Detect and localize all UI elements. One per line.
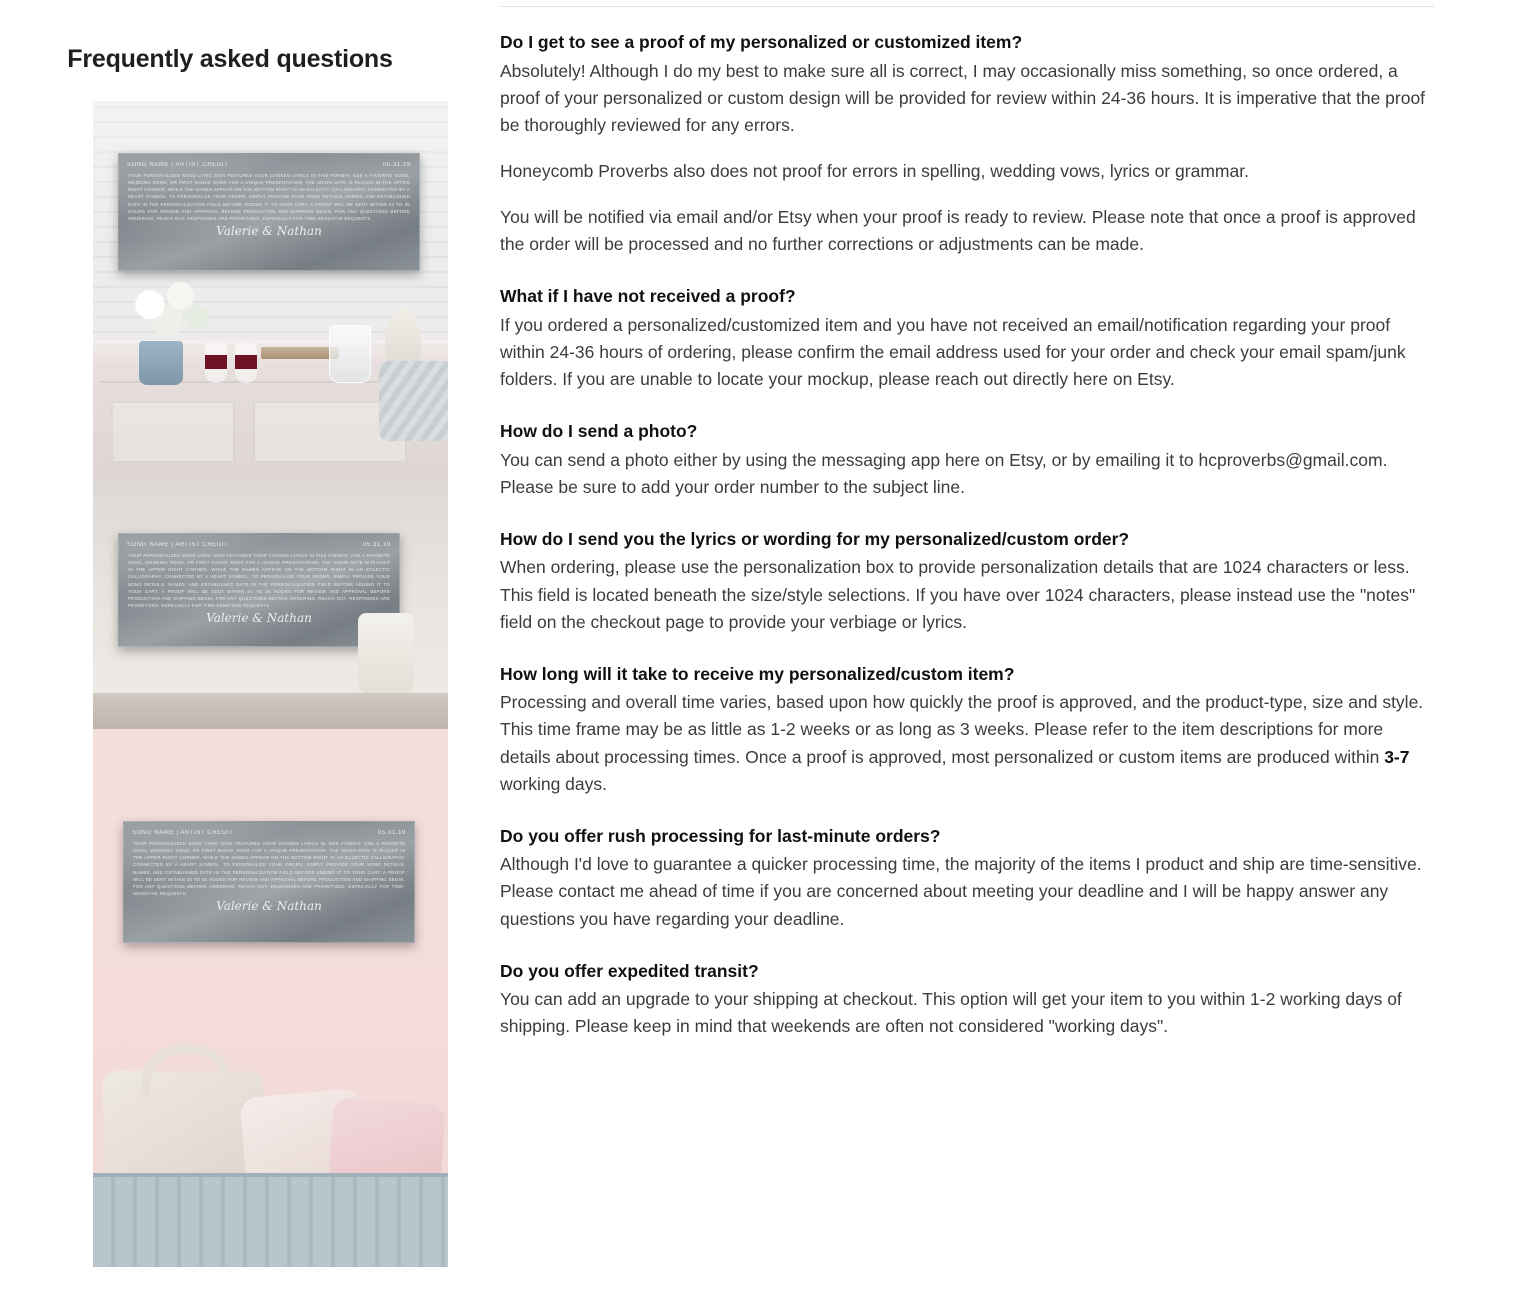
faq-answer: Honeycomb Proverbs also does not proof for errors in spelling, wedding vows, lyrics or grammar. <box>500 160 1249 181</box>
faq-list <box>470 30 1532 1267</box>
faq-item <box>500 662 1434 798</box>
sign-date: 05.31.19 <box>362 542 391 548</box>
sign-song-credit: SONG NAME | ARTIST CREDIT <box>127 542 229 548</box>
faq-question: Do you offer rush processing for last-minute orders? <box>500 825 941 846</box>
faq-item <box>500 527 1434 636</box>
drawer-left <box>111 401 235 463</box>
sign-song-credit: SONG NAME | ARTIST CREDIT <box>132 830 234 836</box>
blue-vase <box>139 341 183 385</box>
sign-body-text: YOUR PERSONALIZED SONG LYRIC SIGN FEATURES YOUR CHOSEN LYRICS IN THIS FORMAT. USE A FAVORITE SONG, WEDDING SONG, OR FIRST DANCE SONG FOR A UNIQUE PRESENTATION. THE UNION DATE IS PLACED IN THE UPPER RIGHT CORNER, WHILE THE NAMES APPEAR ON THE BOTTOM RIGHT IN AN ECLECTIC CALLIGRAPHY, CONNECTED BY A HEART SYMBOL. TO PERSONALIZE YOUR ORDER, SIMPLY PROVIDE YOUR SONG DETAILS, NAMES, AND ESTABLISHED DATE IN THE PERSONALIZATION FIELD BEFORE ADDING IT TO YOUR CART. A PROOF WILL BE SENT WITHIN 24 TO 36 HOURS FOR REVIEW AND APPROVAL BEFORE PRODUCTION AND SHIPPING BEGIN. FOR ANY QUESTIONS BEFORE ORDERING, REACH OUT. RESPONSES ARE PRIORITIZED, ESPECIALLY FOR TIME-SENSITIVE REQUESTS. <box>128 173 410 221</box>
canvas-sign-3 <box>123 821 415 943</box>
wine-glass-left <box>205 343 227 383</box>
faq-question: How long will it take to receive my personalized/custom item? <box>500 663 1015 684</box>
product-image-pampas-grass-scene[interactable] <box>93 481 448 729</box>
faq-answer: You can add an upgrade to your shipping at checkout. This option will get your item to you within 1-2 working days of shipping. Please keep in mind that weekends are often not considered "working days". <box>500 989 1402 1037</box>
page-title: Frequently asked questions <box>67 45 393 73</box>
sign-date: 05.31.19 <box>382 162 411 168</box>
product-image-stack <box>93 101 448 1267</box>
product-image-pink-wall-bench-scene[interactable] <box>93 729 448 1267</box>
glass-pitcher <box>329 325 371 383</box>
wine-glass-right <box>235 343 257 383</box>
faq-answer: Although I'd love to guarantee a quicker processing time, the majority of the items I product and ship are time-sensitive. Please contact me ahead of time if you are concerned about meeting your deadline and I will be happy answer any questions you have regarding your deadline. <box>500 854 1422 929</box>
product-image-brick-wall-console-scene[interactable] <box>93 101 448 481</box>
faq-item <box>500 419 1434 501</box>
wooden-bench <box>93 1173 448 1267</box>
canvas-sign-1 <box>118 153 420 271</box>
sign-names: Valerie & Nathan <box>216 223 322 238</box>
stacked-books <box>261 347 339 359</box>
sign-song-credit: SONG NAME | ARTIST CREDIT <box>127 162 229 168</box>
faq-item <box>500 959 1434 1041</box>
white-vase <box>358 613 414 699</box>
faq-question: How do I send you the lyrics or wording for my personalized/custom order? <box>500 528 1130 549</box>
sign-date: 05.31.19 <box>377 830 406 836</box>
top-divider <box>500 6 1434 7</box>
knit-throw-blanket <box>379 361 448 441</box>
faq-item <box>500 824 1434 933</box>
faq-question: How do I send a photo? <box>500 421 698 442</box>
faq-item <box>500 284 1434 393</box>
table-surface <box>93 693 448 729</box>
sign-names: Valerie & Nathan <box>206 611 312 625</box>
dried-pampas-grass <box>322 487 434 607</box>
flower-bouquet <box>121 275 217 349</box>
sign-names: Valerie & Nathan <box>216 899 322 913</box>
canvas-tote-bag <box>103 1071 263 1189</box>
faq-item <box>500 30 1434 258</box>
sign-body-text: YOUR PERSONALIZED SONG LYRIC SIGN FEATURES YOUR CHOSEN LYRICS IN THIS FORMAT. USE A FAVORITE SONG, WEDDING SONG, OR FIRST DANCE SONG FOR A UNIQUE PRESENTATION. THE UNION DATE IS PLACED IN THE UPPER RIGHT CORNER, WHILE THE NAMES APPEAR ON THE BOTTOM RIGHT IN AN ECLECTIC CALLIGRAPHY, CONNECTED BY A HEART SYMBOL. TO PERSONALIZE YOUR ORDER, SIMPLY PROVIDE YOUR SONG DETAILS, NAMES, AND ESTABLISHED DATE IN THE PERSONALIZATION FIELD BEFORE ADDING IT TO YOUR CART. A PROOF WILL BE SENT WITHIN 24 TO 36 HOURS FOR REVIEW AND APPROVAL BEFORE PRODUCTION AND SHIPPING BEGIN. FOR ANY QUESTIONS BEFORE ORDERING, REACH OUT. RESPONSES ARE PRIORITIZED, ESPECIALLY FOR TIME-SENSITIVE REQUESTS. <box>133 841 405 896</box>
sign-header <box>119 154 419 168</box>
faq-answer: Processing and overall time varies, based upon how quickly the proof is approved, and the product-type, size and style. This time frame may be as little as 1-2 weeks or as long as 3 weeks. Please refer to the item descriptions for more details about processing times. Once a proof is approved, most personalized or custom items are produced within 3-7 working days. <box>500 692 1424 794</box>
sign-body-text: YOUR PERSONALIZED SONG LYRIC SIGN FEATURES YOUR CHOSEN LYRICS IN THIS FORMAT. USE A FAVORITE SONG, WEDDING SONG, OR FIRST DANCE SONG FOR A UNIQUE PRESENTATION. THE UNION DATE IS PLACED IN THE UPPER RIGHT CORNER, WHILE THE NAMES APPEAR ON THE BOTTOM RIGHT IN AN ECLECTIC CALLIGRAPHY, CONNECTED BY A HEART SYMBOL. TO PERSONALIZE YOUR ORDER, SIMPLY PROVIDE YOUR SONG DETAILS, NAMES, AND ESTABLISHED DATE IN THE PERSONALIZATION FIELD BEFORE ADDING IT TO YOUR CART. A PROOF WILL BE SENT WITHIN 24 TO 36 HOURS FOR REVIEW AND APPROVAL BEFORE PRODUCTION AND SHIPPING BEGIN. FOR ANY QUESTIONS BEFORE ORDERING, REACH OUT. RESPONSES ARE PRIORITIZED, ESPECIALLY FOR TIME-SENSITIVE REQUESTS. <box>128 553 390 608</box>
faq-left-column <box>0 30 470 1267</box>
faq-question: Do I get to see a proof of my personalized or customized item? <box>500 32 1023 52</box>
faq-question: What if I have not received a proof? <box>500 286 796 307</box>
faq-answer: When ordering, please use the personalization box to provide personalization details that are 1024 characters or less. This field is located beneath the size/style selections. If you have over 1024 characters, please instead use the "notes" field on the checkout page to provide your verbiage or lyrics. <box>500 557 1416 632</box>
sign-header <box>124 822 414 836</box>
faq-answer: You can send a photo either by using the messaging app here on Etsy, or by emailing it to hcproverbs@gmail.com. Please be sure to add your order number to the subject line. <box>500 449 1388 497</box>
faq-answer: If you ordered a personalized/customized item and you have not received an email/notification regarding your proof within 24-36 hours of ordering, please confirm the email address used for your order and check your email spam/junk folders. If you are unable to locate your mockup, please reach out directly here on Etsy. <box>500 314 1406 389</box>
faq-question: Do you offer expedited transit? <box>500 960 759 981</box>
faq-answer: You will be notified via email and/or Etsy when your proof is ready to review. Please note that once a proof is approved the order will be processed and no further corrections or adjustments can be made. <box>500 207 1416 255</box>
faq-answer: Absolutely! Although I do my best to make sure all is correct, I may occasionally miss something, so once ordered, a proof of your personalized or custom design will be provided for review within 24-36 hours. It is imperative that the proof be thoroughly reviewed for any errors. <box>500 60 1426 135</box>
